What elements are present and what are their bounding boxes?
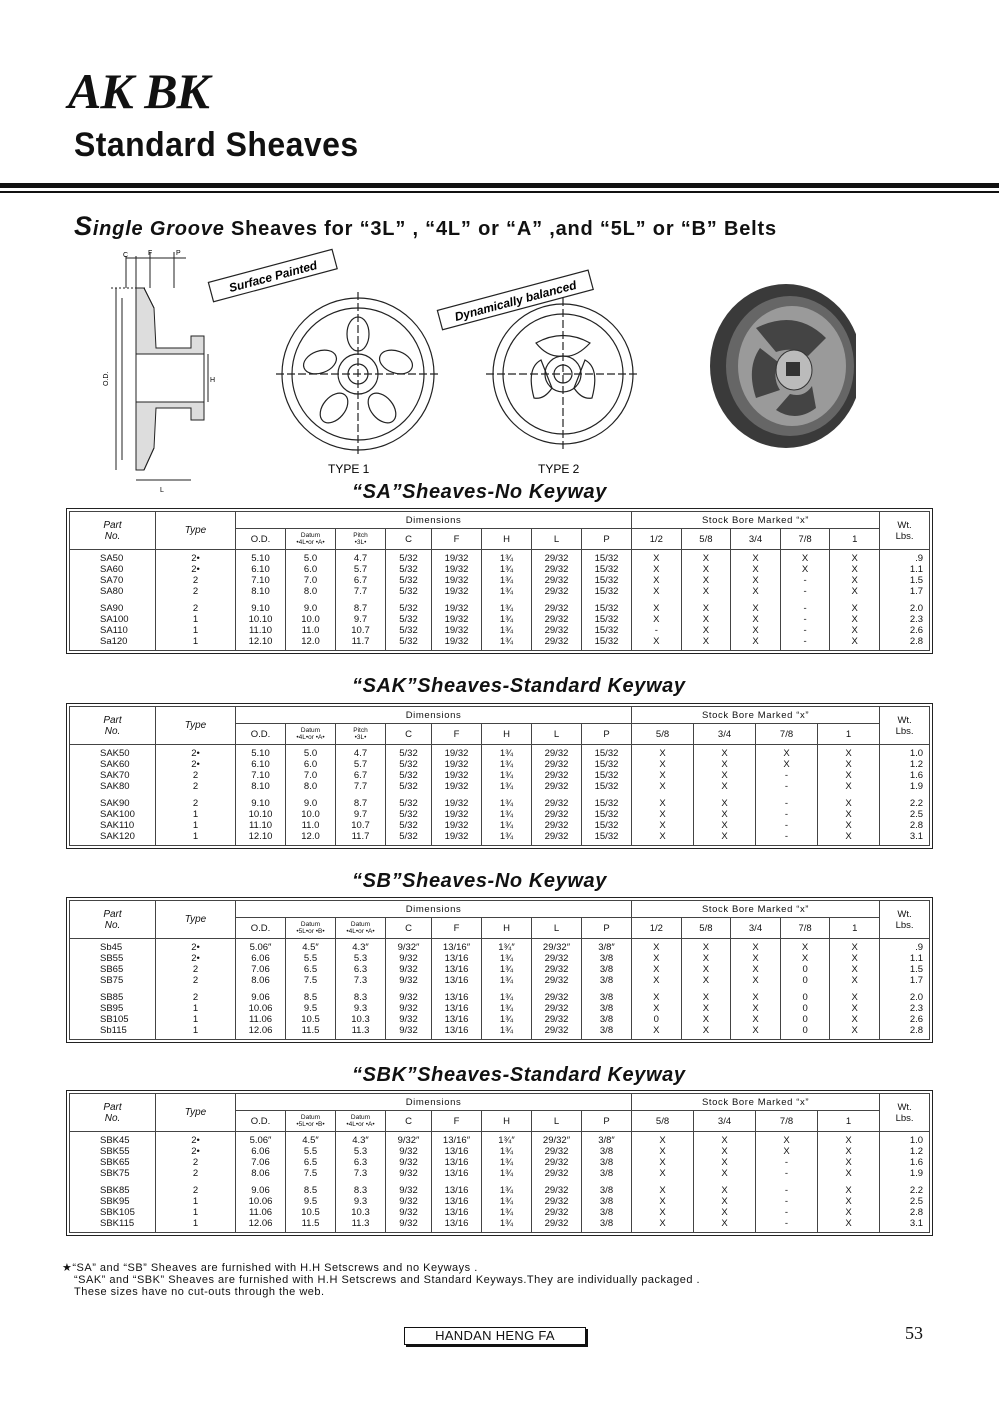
dim-c-cell: 9/32 9/32 9/32 9/32 bbox=[386, 1182, 432, 1233]
dim-l-cell: 29/32″ 29/32 29/32 29/32 bbox=[532, 939, 582, 990]
dim-h-cell: 1¾ 1¾ 1¾ 1¾ bbox=[482, 550, 532, 601]
bore-cell: X X X X bbox=[694, 745, 756, 796]
bore-cell: X X X X bbox=[731, 600, 781, 651]
dim-l-cell: 29/32 29/32 29/32 29/32 bbox=[532, 795, 582, 846]
dim-od-cell: 9.10 10.10 11.10 12.10 bbox=[236, 600, 286, 651]
dim-p-cell: 3/8 3/8 3/8 3/8 bbox=[582, 1182, 632, 1233]
bore-cell: X X X X bbox=[681, 550, 731, 601]
bore-size-header: 3/4 bbox=[731, 529, 781, 550]
bore-cell: X X X X bbox=[632, 1132, 694, 1183]
dim-p-cell: 3/8″ 3/8 3/8 3/8 bbox=[582, 1132, 632, 1183]
dim-l-label: L bbox=[160, 487, 164, 494]
bore-cell: X X X X bbox=[632, 939, 682, 990]
dim-p-cell: 15/32 15/32 15/32 15/32 bbox=[582, 795, 632, 846]
dim-p-cell: 3/8 3/8 3/8 3/8 bbox=[582, 989, 632, 1040]
bore-cell: X X X X bbox=[731, 989, 781, 1040]
dim-third-cell: 8.3 9.3 10.3 11.3 bbox=[336, 989, 386, 1040]
dim-h-cell: 1¾″ 1¾ 1¾ 1¾ bbox=[482, 1132, 532, 1183]
bore-cell: X X X X bbox=[694, 1182, 756, 1233]
type-cell: 2 1 1 1 bbox=[156, 795, 236, 846]
dim-l-header: L bbox=[532, 724, 582, 745]
dim-p-header: P bbox=[582, 1111, 632, 1132]
dim-h-label: H bbox=[210, 377, 216, 384]
header-rule-thin bbox=[0, 191, 999, 193]
table-row-group bbox=[70, 795, 930, 846]
bore-cell: X X 0 0 bbox=[780, 939, 830, 990]
dim-h-cell: 1¾ 1¾ 1¾ 1¾ bbox=[482, 600, 532, 651]
dim-od-cell: 5.06″ 6.06 7.06 8.06 bbox=[236, 939, 286, 990]
spec-table bbox=[69, 1093, 930, 1233]
dim-f-cell: 13/16″ 13/16 13/16 13/16 bbox=[432, 1132, 482, 1183]
dim-l-header: L bbox=[532, 529, 582, 550]
sheave-figures bbox=[96, 248, 856, 498]
dim-third-cell: 4.7 5.7 6.7 7.7 bbox=[336, 550, 386, 601]
dim-p-header: P bbox=[582, 529, 632, 550]
datum-header: Datum •5L•or •B• bbox=[286, 1111, 336, 1132]
bore-cell: X X X X bbox=[632, 1182, 694, 1233]
dim-datum-cell: 9.0 10.0 11.0 12.0 bbox=[286, 795, 336, 846]
bore-cell: X X X X bbox=[681, 600, 731, 651]
dim-datum-cell: 4.5″ 5.5 6.5 7.5 bbox=[286, 939, 336, 990]
bore-cell: - - - - bbox=[756, 1182, 818, 1233]
part-no-cell: SAK90 SAK100 SAK110 SAK120 bbox=[70, 795, 156, 846]
dim-h-header: H bbox=[482, 724, 532, 745]
bore-size-header: 7/8 bbox=[780, 918, 830, 939]
sheave-photo bbox=[710, 284, 856, 448]
surface-painted-tag bbox=[208, 249, 337, 301]
footnote-line: ★“SA” and “SB” Sheaves are furnished with H.H Setscrews and no Keyways . bbox=[62, 1262, 478, 1274]
table-row-group bbox=[70, 939, 930, 990]
type-cell: 2• 2• 2 2 bbox=[156, 1132, 236, 1183]
pitch-header: Pitch •3L• bbox=[336, 724, 386, 745]
dim-l-cell: 29/32 29/32 29/32 29/32 bbox=[532, 550, 582, 601]
dim-third-cell: 4.3″ 5.3 6.3 7.3 bbox=[336, 1132, 386, 1183]
part-no-cell: SA50 SA60 SA70 SA80 bbox=[70, 550, 156, 601]
bore-size-header: 7/8 bbox=[756, 724, 818, 745]
datum-header: Datum •4L•or •A• bbox=[286, 529, 336, 550]
bore-cell: X X 0 X bbox=[632, 989, 682, 1040]
dim-h-cell: 1¾ 1¾ 1¾ 1¾ bbox=[482, 1182, 532, 1233]
bore-size-header: 5/8 bbox=[632, 724, 694, 745]
type-cell: 2• 2• 2 2 bbox=[156, 550, 236, 601]
datum-header: Datum •4L•or •A• bbox=[286, 724, 336, 745]
header-rule bbox=[0, 183, 999, 188]
spec-table-frame bbox=[66, 703, 933, 849]
weight-cell: .9 1.1 1.5 1.7 bbox=[880, 550, 930, 601]
dimensions-header: Dimensions bbox=[236, 512, 632, 529]
type1-wheel-drawing bbox=[276, 292, 440, 456]
od-header: O.D. bbox=[236, 1111, 286, 1132]
spec-table-frame bbox=[66, 897, 933, 1043]
dim-p-cell: 15/32 15/32 15/32 15/32 bbox=[582, 550, 632, 601]
bore-size-header: 3/4 bbox=[694, 724, 756, 745]
stock-bore-header: Stock Bore Marked “x” bbox=[632, 512, 880, 529]
dim-od-cell: 9.06 10.06 11.06 12.06 bbox=[236, 989, 286, 1040]
bore-cell: X X X X bbox=[632, 795, 694, 846]
headline-rest: Sheaves for “3L” , “4L” or “A” ,and “5L” or “B” Belts bbox=[224, 218, 777, 240]
table-row-group bbox=[70, 1132, 930, 1183]
dynamically-balanced-tag bbox=[437, 270, 593, 330]
stock-bore-header: Stock Bore Marked “x” bbox=[632, 901, 880, 918]
bore-size-header: 1/2 bbox=[632, 529, 682, 550]
dim-third-cell: 8.7 9.7 10.7 11.7 bbox=[336, 600, 386, 651]
dim-third-cell: 4.7 5.7 6.7 7.7 bbox=[336, 745, 386, 796]
dim-od-cell: 5.10 6.10 7.10 8.10 bbox=[236, 550, 286, 601]
spec-table-frame bbox=[66, 1090, 933, 1236]
table-title: “SBK”Sheaves-Standard Keyway bbox=[352, 1064, 686, 1086]
dim-od-label: O.D. bbox=[103, 371, 110, 386]
bore-size-header: 7/8 bbox=[780, 529, 830, 550]
dim-p-label: P bbox=[176, 250, 181, 257]
bore-size-header: 5/8 bbox=[681, 918, 731, 939]
table-row-group bbox=[70, 989, 930, 1040]
table-row-group bbox=[70, 1182, 930, 1233]
part-no-header: Part No. bbox=[70, 707, 156, 745]
dim-c-cell: 9/32″ 9/32 9/32 9/32 bbox=[386, 1132, 432, 1183]
dim-c-cell: 5/32 5/32 5/32 5/32 bbox=[386, 745, 432, 796]
dim-l-cell: 29/32 29/32 29/32 29/32 bbox=[532, 745, 582, 796]
dim-third-cell: 8.7 9.7 10.7 11.7 bbox=[336, 795, 386, 846]
bore-cell: X X X X bbox=[681, 939, 731, 990]
part-no-header: Part No. bbox=[70, 901, 156, 939]
bore-size-header: 1 bbox=[818, 1111, 880, 1132]
bore-cell: X X - - bbox=[756, 745, 818, 796]
dim-f-cell: 19/32 19/32 19/32 19/32 bbox=[432, 795, 482, 846]
spec-table bbox=[69, 900, 930, 1040]
dim-datum-cell: 5.0 6.0 7.0 8.0 bbox=[286, 745, 336, 796]
part-no-cell: SB85 SB95 SB105 Sb115 bbox=[70, 989, 156, 1040]
stock-bore-header: Stock Bore Marked “x” bbox=[632, 1094, 880, 1111]
dim-f-cell: 13/16 13/16 13/16 13/16 bbox=[432, 989, 482, 1040]
spec-table bbox=[69, 706, 930, 846]
pitch-header: Datum •4L•or •A• bbox=[336, 918, 386, 939]
dim-h-cell: 1¾″ 1¾ 1¾ 1¾ bbox=[482, 939, 532, 990]
footnote-line: These sizes have no cut-outs through the web. bbox=[74, 1286, 325, 1298]
type-header: Type bbox=[156, 707, 236, 745]
dim-od-cell: 5.10 6.10 7.10 8.10 bbox=[236, 745, 286, 796]
part-no-cell: SAK50 SAK60 SAK70 SAK80 bbox=[70, 745, 156, 796]
bore-size-header: 5/8 bbox=[681, 529, 731, 550]
dim-datum-cell: 4.5″ 5.5 6.5 7.5 bbox=[286, 1132, 336, 1183]
page-title: Standard Sheaves bbox=[74, 126, 359, 164]
pitch-header: Datum •4L•or •A• bbox=[336, 1111, 386, 1132]
dim-l-header: L bbox=[532, 918, 582, 939]
weight-cell: 2.0 2.3 2.6 2.8 bbox=[880, 989, 930, 1040]
dim-od-cell: 5.06″ 6.06 7.06 8.06 bbox=[236, 1132, 286, 1183]
footnotes bbox=[62, 1262, 700, 1298]
dim-c-header: C bbox=[386, 724, 432, 745]
dim-f-header: F bbox=[432, 724, 482, 745]
dimensions-header: Dimensions bbox=[236, 901, 632, 918]
dim-l-cell: 29/32 29/32 29/32 29/32 bbox=[532, 1182, 582, 1233]
dim-f-header: F bbox=[432, 918, 482, 939]
type1-label: TYPE 1 bbox=[328, 462, 370, 476]
type-header: Type bbox=[156, 901, 236, 939]
table-row-group bbox=[70, 550, 930, 601]
dim-l-cell: 29/32″ 29/32 29/32 29/32 bbox=[532, 1132, 582, 1183]
weight-cell: 1.0 1.2 1.6 1.9 bbox=[880, 1132, 930, 1183]
spec-table-frame bbox=[66, 508, 933, 654]
od-header: O.D. bbox=[236, 724, 286, 745]
weight-header: Wt. Lbs. bbox=[880, 707, 930, 745]
spec-table bbox=[69, 511, 930, 651]
weight-cell: .9 1.1 1.5 1.7 bbox=[880, 939, 930, 990]
dim-p-cell: 15/32 15/32 15/32 15/32 bbox=[582, 745, 632, 796]
headline-lead-letter: S bbox=[74, 211, 93, 241]
dim-c-cell: 9/32″ 9/32 9/32 9/32 bbox=[386, 939, 432, 990]
dim-l-header: L bbox=[532, 1111, 582, 1132]
dim-third-cell: 8.3 9.3 10.3 11.3 bbox=[336, 1182, 386, 1233]
type2-wheel-drawing bbox=[486, 298, 640, 450]
bore-cell: X X X X bbox=[632, 745, 694, 796]
bore-cell: X X - - bbox=[756, 1132, 818, 1183]
part-no-cell: Sb45 SB55 SB65 SB75 bbox=[70, 939, 156, 990]
weight-header: Wt. Lbs. bbox=[880, 512, 930, 550]
dimensions-header: Dimensions bbox=[236, 1094, 632, 1111]
dim-c-cell: 5/32 5/32 5/32 5/32 bbox=[386, 795, 432, 846]
type-header: Type bbox=[156, 1094, 236, 1132]
bore-cell: X X X X bbox=[818, 1132, 880, 1183]
dim-h-cell: 1¾ 1¾ 1¾ 1¾ bbox=[482, 745, 532, 796]
dynamically-balanced-text: Dynamically balanced bbox=[453, 277, 578, 324]
dim-h-cell: 1¾ 1¾ 1¾ 1¾ bbox=[482, 989, 532, 1040]
dim-h-header: H bbox=[482, 1111, 532, 1132]
bore-cell: X X X X bbox=[818, 795, 880, 846]
bore-cell: X X X X bbox=[830, 600, 880, 651]
dim-f-cell: 19/32 19/32 19/32 19/32 bbox=[432, 550, 482, 601]
type-cell: 2 1 1 1 bbox=[156, 989, 236, 1040]
dim-c-header: C bbox=[386, 918, 432, 939]
dim-third-cell: 4.3″ 5.3 6.3 7.3 bbox=[336, 939, 386, 990]
dim-f-header: F bbox=[432, 529, 482, 550]
headline-lead-rest: ingle Groove bbox=[92, 218, 225, 240]
part-no-cell: SBK85 SBK95 SBK105 SBK115 bbox=[70, 1182, 156, 1233]
dim-f-label: F bbox=[148, 250, 153, 257]
dim-f-header: F bbox=[432, 1111, 482, 1132]
surface-painted-text: Surface Painted bbox=[227, 258, 319, 296]
bore-cell: X X X X bbox=[818, 1182, 880, 1233]
weight-cell: 2.2 2.5 2.8 3.1 bbox=[880, 795, 930, 846]
dim-c-cell: 9/32 9/32 9/32 9/32 bbox=[386, 989, 432, 1040]
pitch-header: Pitch •3L• bbox=[336, 529, 386, 550]
dim-c-cell: 5/32 5/32 5/32 5/32 bbox=[386, 600, 432, 651]
weight-cell: 2.0 2.3 2.6 2.8 bbox=[880, 600, 930, 651]
dim-f-cell: 19/32 19/32 19/32 19/32 bbox=[432, 600, 482, 651]
dim-l-cell: 29/32 29/32 29/32 29/32 bbox=[532, 989, 582, 1040]
dim-c-header: C bbox=[386, 529, 432, 550]
weight-cell: 2.2 2.5 2.8 3.1 bbox=[880, 1182, 930, 1233]
weight-header: Wt. Lbs. bbox=[880, 1094, 930, 1132]
dim-p-cell: 15/32 15/32 15/32 15/32 bbox=[582, 600, 632, 651]
bore-size-header: 5/8 bbox=[632, 1111, 694, 1132]
type-cell: 2 1 1 1 bbox=[156, 600, 236, 651]
dim-h-header: H bbox=[482, 529, 532, 550]
bore-cell: X X X X bbox=[694, 795, 756, 846]
table-title: “SAK”Sheaves-Standard Keyway bbox=[352, 675, 686, 697]
dim-p-header: P bbox=[582, 724, 632, 745]
dimensions-header: Dimensions bbox=[236, 707, 632, 724]
bore-cell: X X X X bbox=[731, 939, 781, 990]
type-header: Type bbox=[156, 512, 236, 550]
bore-size-header: 1/2 bbox=[632, 918, 682, 939]
weight-cell: 1.0 1.2 1.6 1.9 bbox=[880, 745, 930, 796]
part-no-cell: SBK45 SBK55 SBK65 SBK75 bbox=[70, 1132, 156, 1183]
bore-cell: X X X X bbox=[830, 989, 880, 1040]
dim-p-cell: 3/8″ 3/8 3/8 3/8 bbox=[582, 939, 632, 990]
dim-p-header: P bbox=[582, 918, 632, 939]
dim-od-cell: 9.06 10.06 11.06 12.06 bbox=[236, 1182, 286, 1233]
bore-size-header: 1 bbox=[818, 724, 880, 745]
bore-cell: 0 0 0 0 bbox=[780, 989, 830, 1040]
type-cell: 2 1 1 1 bbox=[156, 1182, 236, 1233]
bore-size-header: 3/4 bbox=[694, 1111, 756, 1132]
bore-cell: X X X X bbox=[681, 989, 731, 1040]
section-headline bbox=[74, 213, 777, 240]
dim-datum-cell: 9.0 10.0 11.0 12.0 bbox=[286, 600, 336, 651]
bore-cell: X X X X bbox=[632, 550, 682, 601]
bore-size-header: 1 bbox=[830, 918, 880, 939]
dim-f-cell: 13/16 13/16 13/16 13/16 bbox=[432, 1182, 482, 1233]
dim-datum-cell: 8.5 9.5 10.5 11.5 bbox=[286, 1182, 336, 1233]
cross-section-drawing bbox=[111, 252, 208, 480]
bore-cell: - - - - bbox=[756, 795, 818, 846]
part-no-header: Part No. bbox=[70, 512, 156, 550]
dim-h-cell: 1¾ 1¾ 1¾ 1¾ bbox=[482, 795, 532, 846]
bore-size-header: 7/8 bbox=[756, 1111, 818, 1132]
bore-cell: X X X X bbox=[830, 939, 880, 990]
od-header: O.D. bbox=[236, 529, 286, 550]
bore-cell: X X X X bbox=[731, 550, 781, 601]
dim-c-cell: 5/32 5/32 5/32 5/32 bbox=[386, 550, 432, 601]
weight-header: Wt. Lbs. bbox=[880, 901, 930, 939]
bore-size-header: 3/4 bbox=[731, 918, 781, 939]
stock-bore-header: Stock Bore Marked “x” bbox=[632, 707, 880, 724]
part-no-cell: SA90 SA100 SA110 Sa120 bbox=[70, 600, 156, 651]
dim-datum-cell: 5.0 6.0 7.0 8.0 bbox=[286, 550, 336, 601]
part-no-header: Part No. bbox=[70, 1094, 156, 1132]
footnote-line: “SAK” and “SBK” Sheaves are furnished with H.H Setscrews and Standard Keyways.They are individually packaged . bbox=[74, 1274, 701, 1286]
table-row-group bbox=[70, 600, 930, 651]
table-title: “SA”Sheaves-No Keyway bbox=[352, 481, 607, 503]
type2-label: TYPE 2 bbox=[538, 462, 580, 476]
bore-size-header: 1 bbox=[830, 529, 880, 550]
dim-l-cell: 29/32 29/32 29/32 29/32 bbox=[532, 600, 582, 651]
company-footer: HANDAN HENG FA bbox=[404, 1327, 586, 1345]
brand-title: AK BK bbox=[68, 63, 209, 119]
page-number: 53 bbox=[905, 1323, 923, 1343]
dim-c-label: C bbox=[123, 252, 129, 259]
bore-cell: - - - - bbox=[780, 600, 830, 651]
type-cell: 2• 2• 2 2 bbox=[156, 745, 236, 796]
table-row-group bbox=[70, 745, 930, 796]
dim-f-cell: 13/16″ 13/16 13/16 13/16 bbox=[432, 939, 482, 990]
type-cell: 2• 2• 2 2 bbox=[156, 939, 236, 990]
bore-cell: X X - X bbox=[632, 600, 682, 651]
table-title: “SB”Sheaves-No Keyway bbox=[352, 870, 607, 892]
dim-h-header: H bbox=[482, 918, 532, 939]
dim-c-header: C bbox=[386, 1111, 432, 1132]
dim-f-cell: 19/32 19/32 19/32 19/32 bbox=[432, 745, 482, 796]
dim-od-cell: 9.10 10.10 11.10 12.10 bbox=[236, 795, 286, 846]
bore-cell: X X X X bbox=[818, 745, 880, 796]
bore-cell: X X X X bbox=[830, 550, 880, 601]
bore-cell: X X X X bbox=[694, 1132, 756, 1183]
od-header: O.D. bbox=[236, 918, 286, 939]
dim-datum-cell: 8.5 9.5 10.5 11.5 bbox=[286, 989, 336, 1040]
datum-header: Datum •5L•or •B• bbox=[286, 918, 336, 939]
bore-cell: X X - - bbox=[780, 550, 830, 601]
